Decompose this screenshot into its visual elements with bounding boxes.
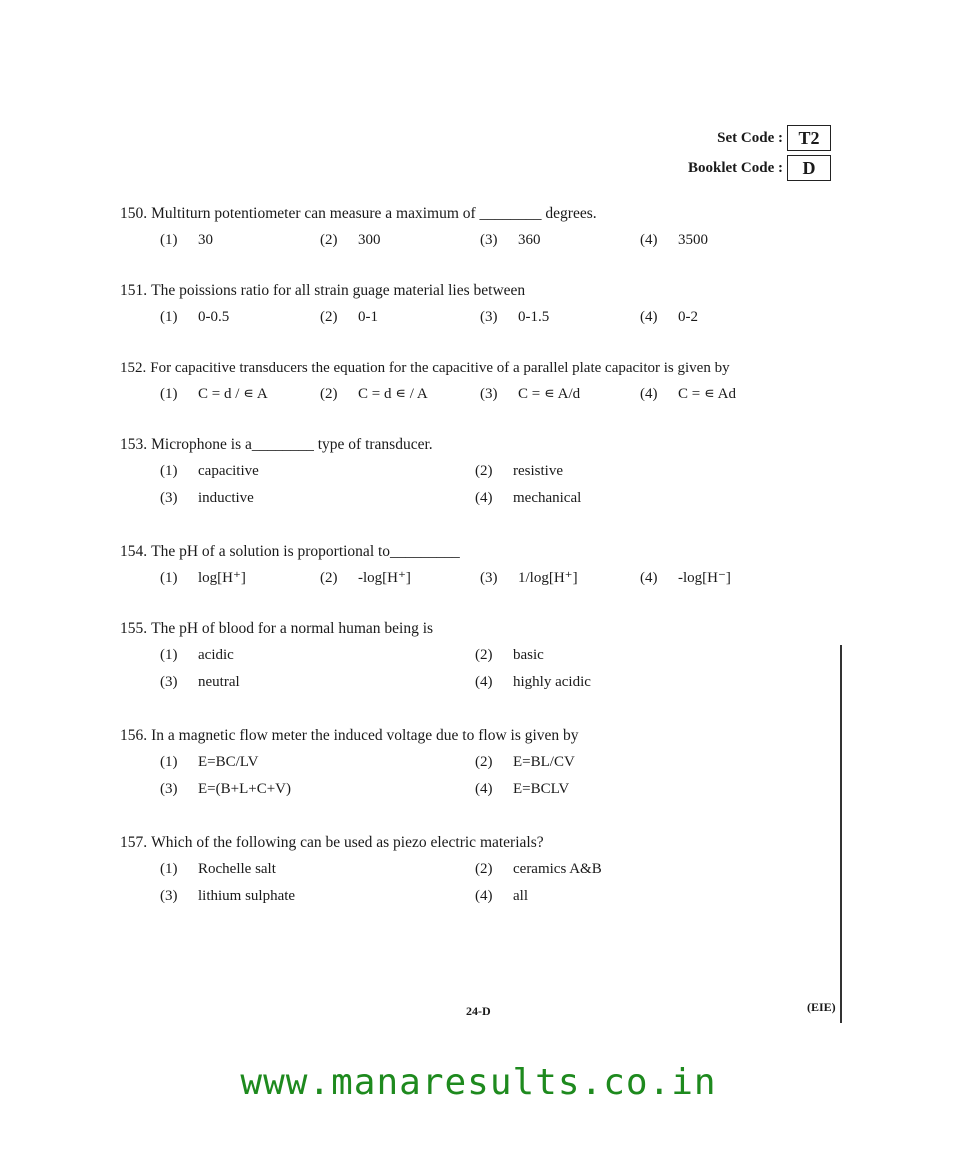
option-2: (2) ceramics A&B [475, 861, 602, 877]
question-number: 151. [120, 282, 148, 299]
question-text: Which of the following can be used as piezo electric materials? [151, 834, 544, 851]
set-code-label: Set Code : [717, 129, 783, 146]
option-3: (3) lithium sulphate [160, 888, 296, 904]
option-2: (2) 0-1 [320, 309, 378, 325]
booklet-code-row [571, 154, 831, 182]
option-4: (4) highly acidic [475, 674, 591, 690]
options [120, 567, 840, 589]
option-1: (1) acidic [160, 647, 234, 663]
question-text: In a magnetic flow meter the induced voltage due to flow is given by [151, 727, 579, 744]
question-153 [120, 434, 840, 512]
question-154 [120, 541, 840, 589]
question-number: 157. [120, 834, 148, 851]
question-152 [120, 357, 840, 405]
question-number: 156. [120, 727, 148, 744]
question-number: 154. [120, 543, 148, 560]
option-1: (1) 30 [160, 232, 213, 248]
watermark-url[interactable]: www.manaresults.co.in [240, 1062, 717, 1103]
question-number: 150. [120, 205, 148, 222]
option-2: (2) 300 [320, 232, 381, 248]
option-4: (4) 3500 [640, 232, 708, 248]
code-block [571, 124, 831, 184]
question-number: 153. [120, 436, 148, 453]
option-3: (3) 1/log[H⁺] [480, 570, 578, 586]
options [120, 458, 840, 512]
option-3: (3) C = ∊ A/d [480, 386, 581, 402]
option-4: (4) -log[H⁻] [640, 570, 731, 586]
question-text: The pH of a solution is proportional to_________ [151, 543, 460, 560]
options [120, 642, 840, 696]
question-text: The poissions ratio for all strain guage material lies between [151, 282, 526, 299]
booklet-code-label: Booklet Code : [688, 159, 783, 176]
option-3: (3) inductive [160, 490, 254, 506]
question-list [120, 203, 840, 939]
option-2: (2) C = d ∊ / A [320, 386, 428, 402]
option-4: (4) mechanical [475, 490, 582, 506]
page-number: 24-D [466, 1004, 491, 1018]
option-1: (1) Rochelle salt [160, 861, 276, 877]
option-1: (1) capacitive [160, 463, 259, 479]
question-number: 152. [120, 360, 147, 376]
option-1: (1) log[H⁺] [160, 570, 246, 586]
options [120, 383, 840, 405]
option-2: (2) resistive [475, 463, 563, 479]
question-155 [120, 618, 840, 696]
option-3: (3) 360 [480, 232, 541, 248]
branch-code: (EIE) [807, 1000, 836, 1014]
option-4: (4) C = ∊ Ad [640, 386, 736, 402]
question-151 [120, 280, 840, 328]
question-text: For capacitive transducers the equation for the capacitive of a parallel plate capacitor is given by [150, 360, 730, 376]
option-1: (1) C = d / ∊ A [160, 386, 268, 402]
question-150 [120, 203, 840, 251]
question-number: 155. [120, 620, 148, 637]
margin-rule [840, 645, 842, 1023]
option-2: (2) -log[H⁺] [320, 570, 411, 586]
option-2: (2) basic [475, 647, 544, 663]
question-157 [120, 832, 840, 910]
option-4: (4) E=BCLV [475, 781, 570, 797]
option-2: (2) E=BL/CV [475, 754, 575, 770]
option-1: (1) E=BC/LV [160, 754, 259, 770]
option-4: (4) 0-2 [640, 309, 698, 325]
options [120, 229, 840, 251]
question-text: Microphone is a________ type of transducer. [151, 436, 433, 453]
question-text: Multiturn potentiometer can measure a maximum of ________ degrees. [151, 205, 597, 222]
options [120, 306, 840, 328]
option-1: (1) 0-0.5 [160, 309, 230, 325]
set-code-row [571, 124, 831, 152]
set-code-value: T2 [787, 125, 831, 151]
options [120, 749, 840, 803]
options [120, 856, 840, 910]
booklet-code-value: D [787, 155, 831, 181]
option-3: (3) E=(B+L+C+V) [160, 781, 291, 797]
option-3: (3) neutral [160, 674, 240, 690]
option-4: (4) all [475, 888, 528, 904]
option-3: (3) 0-1.5 [480, 309, 550, 325]
question-156 [120, 725, 840, 803]
question-text: The pH of blood for a normal human being is [151, 620, 434, 637]
